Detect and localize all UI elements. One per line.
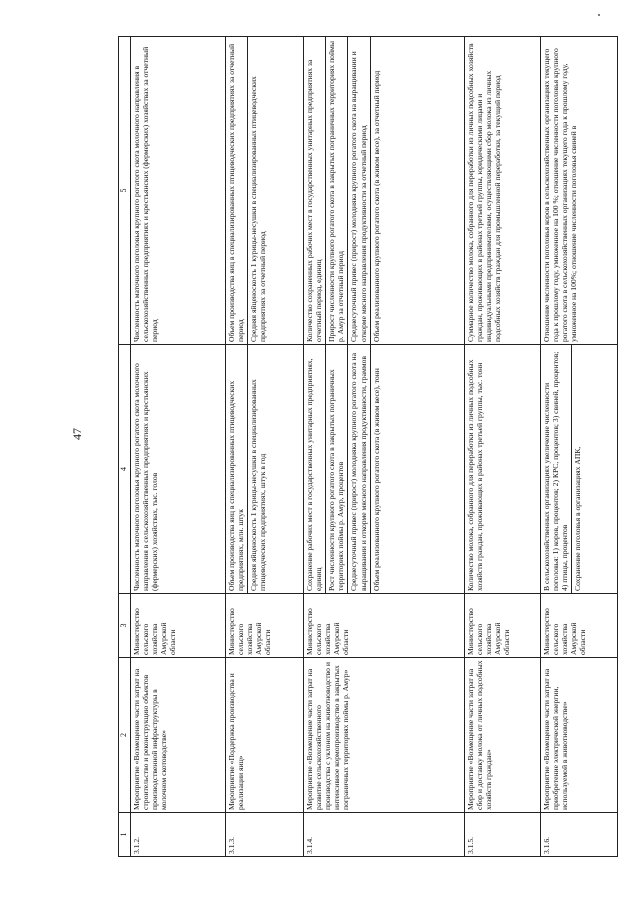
event-name: Мероприятие «Возмещение части затрат на развитие сельскохозяйственного производства с уклоном на животноводство и интенсивное кормопроизводство в закрытых пограничных территориях поймы р. Амур» bbox=[304, 658, 465, 813]
row-number: 3.1.4. bbox=[304, 813, 465, 857]
indicator: Численность маточного поголовья крупного рогатого скота молочного направления в сельскохозяйственных предприятиях и крестьянских (фермерских) хозяйствах, тыс. голов bbox=[132, 363, 160, 591]
column-number: 1 bbox=[119, 813, 131, 857]
method: Численность маточного поголовья крупного рогатого скота молочного направления в сельскохозяйственных предприятиях и крестьянских (фермерских) хозяйствах за отчетный период bbox=[132, 46, 160, 342]
measures-table bbox=[118, 36, 618, 857]
column-number: 4 bbox=[119, 345, 131, 594]
table-row bbox=[541, 37, 618, 857]
indicator: Объем производства яиц в специализированных птицеводческих предприятиях, млн. штук bbox=[227, 380, 246, 591]
page-number: 47 bbox=[70, 428, 84, 440]
method-cell bbox=[541, 37, 618, 345]
executor: Министерство сельского хозяйства Амурской области bbox=[226, 594, 304, 658]
method-cell bbox=[131, 37, 226, 345]
method: Объем производства яиц в специализированных птицеводческих предприятиях за отчетный период bbox=[227, 43, 246, 342]
row-number: 3.1.2. bbox=[131, 813, 226, 857]
event-name: Мероприятие «Возмещение части затрат на приобретение электрической энергии, используемой в животноводстве» bbox=[541, 658, 618, 813]
executor: Министерство сельского хозяйства Амурской области bbox=[304, 594, 465, 658]
table-row bbox=[131, 37, 226, 857]
indicator: Среднесуточный привес (прирост) молодняка крупного рогатого скота на выращивании и откорме мясного направления продуктивности, граммов bbox=[347, 345, 367, 593]
indicator-cell bbox=[304, 345, 465, 594]
indicator-cell bbox=[226, 345, 304, 594]
column-number: 3 bbox=[119, 594, 131, 658]
method: Суммарное количество молока, собранного для переработки из личных подсобных хозяйств граждан, проживающих в районах третьей группы, юридическими лицами и индивидуальными предпринимателями, осуществляющими сбор молока из личных подсобных хозяйств граждан для промышленной переработки, за текущий период bbox=[466, 43, 503, 342]
executor: Министерство сельского хозяйства Амурской области bbox=[131, 594, 226, 658]
indicator: Количество молока, собранного для переработки из личных подсобных хозяйств граждан, проживающих в районах третьей группы, тыс. тонн bbox=[466, 359, 485, 591]
column-number-row bbox=[119, 37, 131, 857]
indicator: Рост численности крупного рогатого скота в закрытых пограничных территориях поймы р. Амур, процентов bbox=[325, 345, 345, 593]
indicator-cell bbox=[465, 345, 541, 594]
event-name: Мероприятие «Возмещение части затрат на строительство и реконструкцию объектов производственной инфраструктуры в молочном скотоводстве» bbox=[131, 658, 226, 813]
method-cell bbox=[304, 37, 465, 345]
method: Среднесуточный привес (прирост) молодняка крупного рогатого скота на выращивании и откорме мясного направления продуктивности за отчетный период bbox=[347, 37, 367, 344]
indicator: Средняя яйценоскость 1 курицы-несушки в специализированных птицеводческих предприятиях, штук в год bbox=[247, 345, 267, 593]
indicator: Сохранение поголовья в организациях АПК, bbox=[571, 345, 582, 593]
method: Прирост численности крупного рогатого скота в закрытых пограничных территориях поймы р. Амур за отчетный период bbox=[325, 37, 345, 344]
event-name: Мероприятие «Возмещение части затрат на сбор и доставку молока от личных подсобных хозяйств граждан» bbox=[465, 658, 541, 813]
indicator-cell bbox=[131, 345, 226, 594]
method: Количество сохраненных рабочих мест в государственных унитарных предприятиях за отчетный период, единиц bbox=[305, 59, 324, 342]
rotated-table-wrapper bbox=[118, 37, 588, 857]
executor: Министерство сельского хозяйства Амурской области bbox=[465, 594, 541, 658]
column-number: 5 bbox=[119, 37, 131, 345]
event-name: Мероприятие «Поддержка производства и реализации яиц» bbox=[226, 658, 304, 813]
method: Отношение численности поголовья коров в сельскохозяйственных организациях текущего года к прошлому году, умноженное на 100 %; отношение численности поголовья крупного рогатого скота в сельскохозяйственных организациях текущего года к прошлому году, умноженное на 100%; отношение численности поголовья свиней в bbox=[542, 48, 579, 342]
method: Объем реализованного крупного рогатого скота (в живом весе), за отчетный период bbox=[370, 37, 381, 344]
table-row bbox=[465, 37, 541, 857]
indicator: В сельскохозяйственных организациях увеличение численности поголовья: 1) коров, процентов; 2) КРС, процентов; 3) свиней, процентов; 4) птицы, процентов bbox=[542, 351, 570, 591]
indicator: Объем реализованного крупного рогатого скота (в живом весе), тонн bbox=[370, 345, 381, 593]
indicator: Сохранение рабочих мест в государственных унитарных предприятиях, единиц bbox=[305, 358, 324, 591]
table-row bbox=[304, 37, 465, 857]
method-cell bbox=[226, 37, 304, 345]
column-number: 2 bbox=[119, 658, 131, 813]
method: Средняя яйценоскость 1 курицы-несушки в специализированных птицеводческих предприятиях за отчетный период bbox=[247, 37, 267, 344]
scan-speck bbox=[598, 14, 600, 16]
row-number: 3.1.5. bbox=[465, 813, 541, 857]
indicator-cell bbox=[541, 345, 618, 594]
row-number: 3.1.3. bbox=[226, 813, 304, 857]
row-number: 3.1.6. bbox=[541, 813, 618, 857]
executor: Министерство сельского хозяйства Амурской области bbox=[541, 594, 618, 658]
table-row bbox=[226, 37, 304, 857]
method-cell bbox=[465, 37, 541, 345]
